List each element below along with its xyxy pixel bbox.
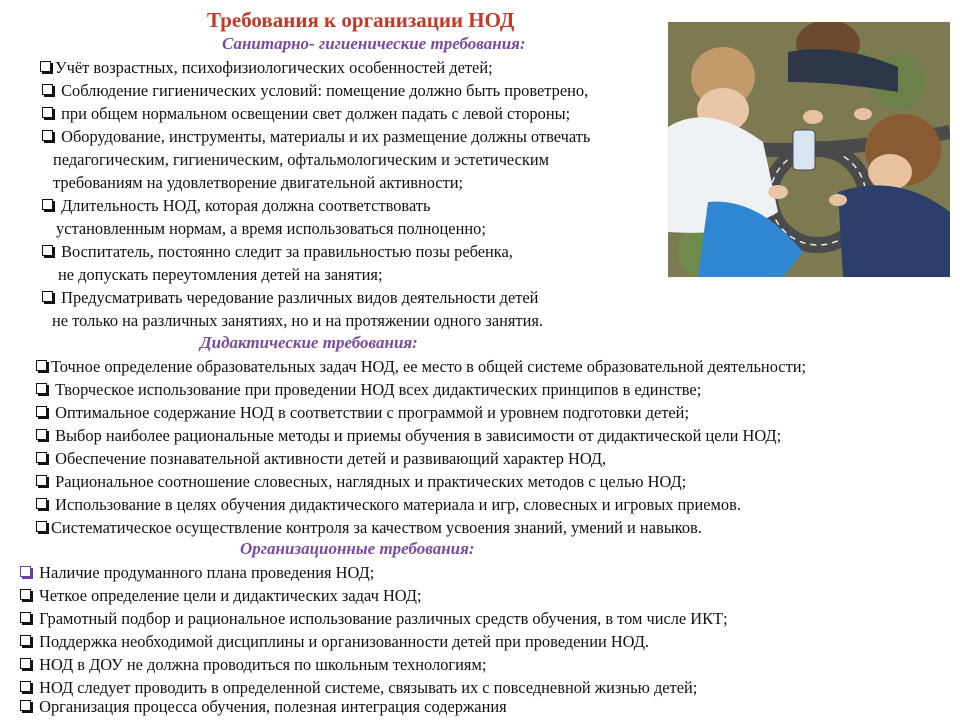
list-item-continuation: требованиям на удовлетворение двигательной активности; [53, 173, 464, 192]
checkbox-bullet-icon [42, 291, 53, 302]
list-item: Оборудование, инструменты, материалы и их размещение должны отвечать [42, 127, 590, 147]
checkbox-bullet-icon [36, 498, 47, 509]
list-item-continuation: не допускать переутомления детей на занятия; [58, 265, 383, 284]
checkbox-bullet-icon [20, 658, 31, 669]
list-item: Четкое определение цели и дидактических задач НОД; [20, 586, 422, 606]
checkbox-bullet-icon [20, 681, 31, 692]
list-item: НОД в ДОУ не должна проводиться по школьным технологиям; [20, 655, 486, 675]
list-item: Соблюдение гигиенических условий: помещение должно быть проветрено, [42, 81, 588, 101]
list-item: Обеспечение познавательной активности детей и развивающий характер НОД, [36, 449, 606, 469]
list-item: Рациональное соотношение словесных, наглядных и практических методов с целью НОД; [36, 472, 686, 492]
list-item: Длительность НОД, которая должна соответствовать [42, 196, 430, 216]
list-item: Систематическое осуществление контроля за качеством усвоения знаний, умений и навыков. [36, 518, 702, 538]
list-item: Точное определение образовательных задач НОД, ее место в общей системе образовательной деятельности; [36, 357, 806, 377]
list-item-continuation: педагогическим, гигиеническим, офтальмологическим и эстетическим [53, 150, 550, 169]
checkbox-bullet-icon [36, 383, 47, 394]
list-item: Использование в целях обучения дидактического материала и игр, словесных и игровых приемов. [36, 495, 741, 515]
checkbox-bullet-icon [20, 566, 31, 577]
checkbox-bullet-icon [40, 61, 51, 72]
checkbox-bullet-icon [20, 589, 31, 600]
checkbox-bullet-icon [42, 199, 53, 210]
list-item: Воспитатель, постоянно следит за правильностью позы ребенка, [42, 242, 513, 262]
sanitary-heading: Санитарно- гигиенические требования: [222, 34, 526, 53]
list-item: при общем нормальном освещении свет должен падать с левой стороны; [42, 104, 570, 124]
list-item: Учёт возрастных, психофизиологических особенностей детей; [40, 58, 493, 78]
list-item: Организация процесса обучения, полезная интеграция содержания [20, 697, 507, 717]
checkbox-bullet-icon [42, 107, 53, 118]
list-item: Наличие продуманного плана проведения НОД; [20, 563, 374, 583]
list-item-continuation: не только на различных занятиях, но и на протяжении одного занятия. [52, 311, 544, 330]
checkbox-bullet-icon [20, 700, 31, 711]
checkbox-bullet-icon [36, 429, 47, 440]
organizational-heading: Организационные требования: [240, 539, 475, 558]
checkbox-bullet-icon [36, 360, 47, 371]
list-item: Предусматривать чередование различных видов деятельности детей [42, 288, 538, 308]
checkbox-bullet-icon [36, 521, 47, 532]
list-item: Поддержка необходимой дисциплины и организованности детей при проведении НОД. [20, 632, 649, 652]
list-item-continuation: установленным нормам, а время использоваться полноценно; [56, 219, 486, 238]
list-item: Грамотный подбор и рациональное использование различных средств обучения, в том числе ИКТ; [20, 609, 728, 629]
list-item: Выбор наиболее рациональные методы и приемы обучения в зависимости от дидактической цели НОД; [36, 426, 781, 446]
checkbox-bullet-icon [36, 475, 47, 486]
list-item: Творческое использование при проведении НОД всех дидактических принципов в единстве; [36, 380, 701, 400]
checkbox-bullet-icon [42, 84, 53, 95]
list-item: НОД следует проводить в определенной системе, связывать их с повседневной жизнью детей; [20, 678, 697, 698]
checkbox-bullet-icon [42, 130, 53, 141]
didactic-heading: Дидактические требования: [200, 333, 418, 352]
page-title: Требования к организации НОД [207, 8, 515, 32]
checkbox-bullet-icon [20, 635, 31, 646]
checkbox-bullet-icon [36, 452, 47, 463]
checkbox-bullet-icon [20, 612, 31, 623]
children-playing-photo [668, 22, 950, 277]
list-item: Оптимальное содержание НОД в соответствии с программой и уровнем подготовки детей; [36, 403, 689, 423]
checkbox-bullet-icon [42, 245, 53, 256]
checkbox-bullet-icon [36, 406, 47, 417]
